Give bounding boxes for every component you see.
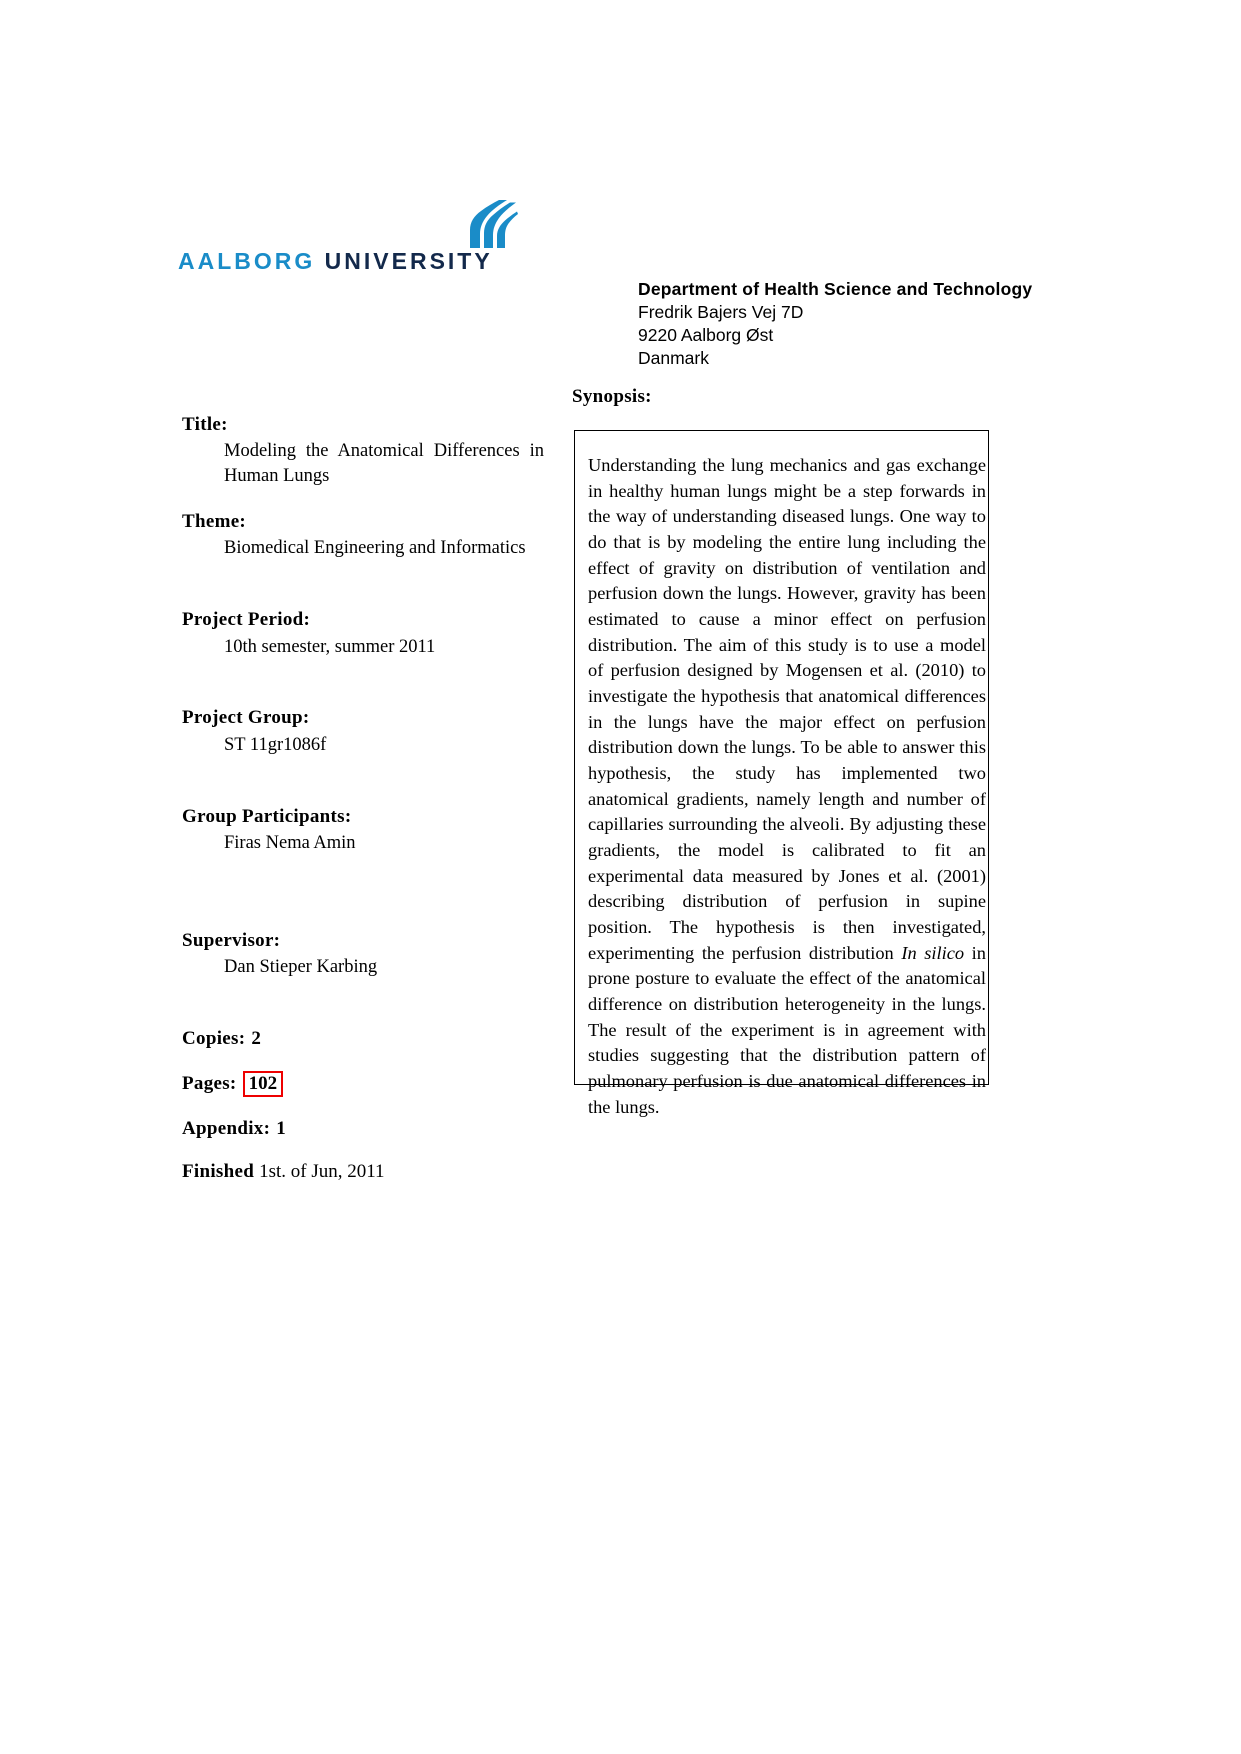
metadata-title-group	[182, 412, 544, 489]
metadata-supervisor-group	[182, 928, 544, 980]
synopsis-part2: in prone posture to evaluate the effect of the anatomical difference on distribution heterogeneity in the lungs. The result of the experiment is in agreement with studies suggesting that the distribution pattern of pulmonary perfusion is due anatomical differences in the lungs.	[588, 942, 986, 1117]
publication-fields	[182, 1028, 544, 1204]
title-label: Title:	[182, 414, 228, 435]
project-period-label: Project Period:	[182, 609, 311, 631]
copies-row	[182, 1028, 544, 1050]
copies-label: Copies:	[182, 1028, 246, 1049]
theme-label: Theme:	[182, 511, 247, 533]
spacer	[182, 902, 544, 928]
appendix-label: Appendix:	[182, 1118, 271, 1140]
synopsis-label: Synopsis:	[572, 386, 652, 407]
finished-label: Finished	[182, 1161, 255, 1183]
logo-word-aalborg: AALBORG	[178, 248, 316, 274]
spacer	[182, 581, 544, 607]
pages-value-highlight: 102	[243, 1071, 284, 1097]
metadata-theme-group	[182, 509, 544, 561]
supervisor-label: Supervisor:	[182, 929, 281, 951]
spacer	[182, 778, 544, 804]
copies-value: 2	[251, 1028, 261, 1049]
appendix-value: 1	[276, 1118, 286, 1140]
logo-wordmark	[178, 248, 493, 275]
project-period-value: 10th semester, summer 2011	[224, 636, 436, 657]
group-participants-label: Group Participants:	[182, 805, 352, 827]
address-street: Fredrik Bajers Vej 7D	[638, 302, 804, 322]
project-group-label: Project Group:	[182, 707, 310, 729]
synopsis-abstract-text	[588, 453, 986, 1120]
address-country: Danmark	[638, 348, 709, 368]
finished-value: 1st. of Jun, 2011	[259, 1161, 385, 1183]
metadata-participants-group	[182, 804, 544, 856]
aalborg-university-logo	[178, 200, 518, 280]
metadata-period-group	[182, 607, 544, 659]
department-name: Department of Health Science and Technology	[638, 279, 1033, 299]
metadata-group-group	[182, 705, 544, 757]
synopsis-part1: Understanding the lung mechanics and gas exchange in healthy human lungs might be a step forwards in the way of understanding diseased lungs. One way to do that is by modeling the entire lung including the effect of gravity on distribution of ventilation and perfusion down the lungs. However, gravity has been estimated to cause a minor effect on perfusion distribution. The aim of this study is to use a model of perfusion designed by Mogensen et al. (2010) to investigate the hypothesis that anatomical differences in the lungs have the major effect on perfusion distribution down the lungs. To be able to answer this hypothesis, the study has implemented two anatomical gradients, namely length and number of capillaries surrounding the alveoli. By adjusting these gradients, the model is calibrated to fit an experimental data measured by Jones et al. (2001) describing distribution of perfusion in supine position. The hypothesis is then investigated, experimenting the perfusion distribution	[588, 455, 986, 963]
aalborg-wave-mark-icon	[462, 200, 518, 248]
appendix-row	[182, 1118, 544, 1140]
group-participants-value: Firas Nema Amin	[224, 833, 356, 854]
pages-label: Pages:	[182, 1073, 237, 1094]
supervisor-value: Dan Stieper Karbing	[224, 957, 378, 978]
spacer	[182, 876, 544, 902]
theme-value: Biomedical Engineering and Informatics	[224, 538, 526, 559]
department-address-block	[638, 278, 1032, 370]
logo-word-university: UNIVERSITY	[324, 248, 493, 274]
pages-row	[182, 1071, 544, 1097]
project-group-value: ST 11gr1086f	[224, 734, 327, 755]
project-metadata-column	[182, 412, 544, 1000]
address-city: 9220 Aalborg Øst	[638, 325, 774, 345]
title-value: Modeling the Anatomical Differences in Human Lungs	[224, 441, 544, 487]
finished-row	[182, 1161, 544, 1183]
synopsis-italic-phrase: In silico	[901, 942, 965, 963]
spacer	[182, 679, 544, 705]
